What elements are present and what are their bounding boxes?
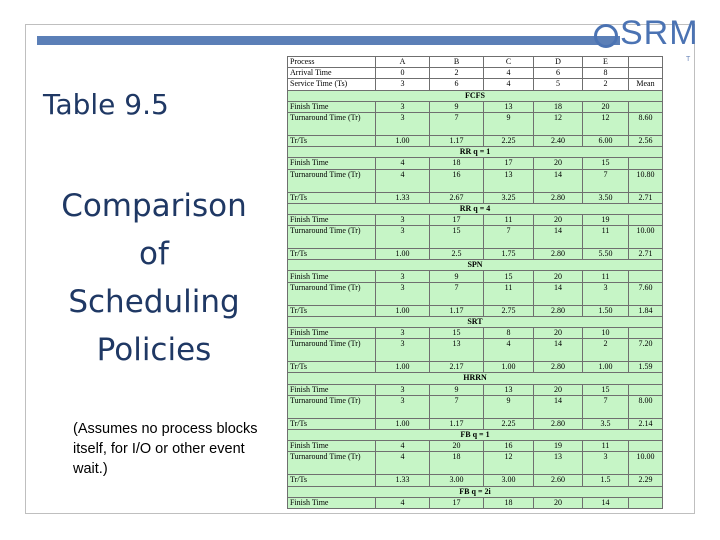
- empty-cell: [629, 214, 663, 225]
- ratio-row: [288, 418, 663, 429]
- mean-cell: 2.14: [629, 418, 663, 429]
- row-label: Tr/Ts: [288, 192, 376, 203]
- table-cell: 3.00: [430, 475, 484, 486]
- section-title: RR q = 4: [288, 203, 663, 214]
- table-cell: 14: [534, 395, 583, 418]
- table-cell: 2.25: [484, 135, 534, 146]
- empty-cell: [629, 271, 663, 282]
- scheduling-comparison-table: [287, 56, 662, 510]
- table-cell: 1.00: [376, 305, 430, 316]
- empty-cell: [629, 328, 663, 339]
- table-cell: 1.00: [583, 362, 629, 373]
- table-cell: 14: [534, 226, 583, 249]
- row-label: Tr/Ts: [288, 249, 376, 260]
- table-cell: 3.50: [583, 192, 629, 203]
- table-cell: 11: [484, 282, 534, 305]
- table-cell: 2.25: [484, 418, 534, 429]
- row-label: Arrival Time: [288, 68, 376, 79]
- table-cell: 7: [484, 226, 534, 249]
- table-cell: 1.50: [583, 305, 629, 316]
- mean-cell: 10.00: [629, 452, 663, 475]
- table-cell: 13: [484, 169, 534, 192]
- ratio-row: [288, 249, 663, 260]
- table-cell: 1.17: [430, 418, 484, 429]
- table-cell: 15: [583, 384, 629, 395]
- slide-title: [40, 182, 268, 374]
- empty-cell: [629, 497, 663, 508]
- table-cell: 1.17: [430, 135, 484, 146]
- table-cell: B: [430, 57, 484, 68]
- table-cell: 9: [430, 101, 484, 112]
- table-cell: D: [534, 57, 583, 68]
- table-cell: 5: [534, 79, 583, 90]
- section-title: FB q = 1: [288, 429, 663, 440]
- table-cell: 20: [430, 441, 484, 452]
- section-title: RR q = 1: [288, 147, 663, 158]
- table-cell: 3: [376, 339, 430, 362]
- mean-cell: 2.29: [629, 475, 663, 486]
- results-table: [287, 56, 663, 509]
- mean-cell: 2.71: [629, 249, 663, 260]
- table-cell: 3.25: [484, 192, 534, 203]
- table-cell: 13: [430, 339, 484, 362]
- table-cell: 20: [534, 328, 583, 339]
- row-label: Turnaround Time (Tr): [288, 112, 376, 135]
- table-cell: 11: [583, 441, 629, 452]
- table-cell: 2.80: [534, 418, 583, 429]
- table-cell: 18: [534, 101, 583, 112]
- table-cell: 13: [484, 101, 534, 112]
- table-cell: 3: [583, 452, 629, 475]
- finish-row: [288, 497, 663, 508]
- row-label: Tr/Ts: [288, 305, 376, 316]
- table-cell: 2: [583, 79, 629, 90]
- row-label: Process: [288, 57, 376, 68]
- table-cell: 6.00: [583, 135, 629, 146]
- table-cell: 2.5: [430, 249, 484, 260]
- table-cell: 3: [376, 271, 430, 282]
- row-label: Tr/Ts: [288, 135, 376, 146]
- section-header-row: [288, 316, 663, 327]
- section-header-row: [288, 486, 663, 497]
- table-cell: 9: [484, 112, 534, 135]
- logo-emblem-icon: [594, 24, 618, 48]
- section-header-row: [288, 373, 663, 384]
- table-cell: 3: [376, 112, 430, 135]
- table-cell: 6: [430, 79, 484, 90]
- table-cell: 2.60: [534, 475, 583, 486]
- title-line: Scheduling: [68, 284, 240, 320]
- table-cell: 3: [376, 395, 430, 418]
- table-cell: 6: [534, 68, 583, 79]
- table-cell: 3.00: [484, 475, 534, 486]
- table-cell: E: [583, 57, 629, 68]
- table-cell: 12: [534, 112, 583, 135]
- table-cell: 17: [484, 158, 534, 169]
- table-cell: 1.00: [376, 418, 430, 429]
- table-cell: 7: [583, 395, 629, 418]
- table-cell: 2: [583, 339, 629, 362]
- table-cell: 4: [484, 339, 534, 362]
- table-cell: 7: [430, 282, 484, 305]
- row-label: Finish Time: [288, 328, 376, 339]
- table-cell: 11: [583, 226, 629, 249]
- section-header-row: [288, 147, 663, 158]
- empty-cell: [629, 384, 663, 395]
- table-cell: 18: [430, 158, 484, 169]
- row-label: Tr/Ts: [288, 418, 376, 429]
- table-cell: 4: [484, 79, 534, 90]
- row-label: Turnaround Time (Tr): [288, 452, 376, 475]
- table-cell: C: [484, 57, 534, 68]
- table-cell: 2.80: [534, 362, 583, 373]
- empty-cell: [629, 57, 663, 68]
- title-line: of: [139, 236, 169, 272]
- logo-text: SRM: [620, 18, 699, 52]
- row-label: Finish Time: [288, 384, 376, 395]
- table-cell: 10: [583, 328, 629, 339]
- turnaround-row: [288, 226, 663, 249]
- mean-header: Mean: [629, 79, 663, 90]
- table-cell: 15: [484, 271, 534, 282]
- table-cell: 7: [430, 395, 484, 418]
- table-cell: 9: [430, 271, 484, 282]
- title-line: Comparison: [61, 188, 247, 224]
- mean-cell: 1.84: [629, 305, 663, 316]
- row-label: Finish Time: [288, 497, 376, 508]
- table-cell: 3: [583, 282, 629, 305]
- table-cell: 2.17: [430, 362, 484, 373]
- empty-cell: [629, 68, 663, 79]
- table-cell: 15: [430, 328, 484, 339]
- table-cell: 19: [534, 441, 583, 452]
- logo-subtext: T: [686, 56, 691, 63]
- table-cell: 16: [484, 441, 534, 452]
- table-cell: 3.5: [583, 418, 629, 429]
- mean-cell: 2.71: [629, 192, 663, 203]
- table-cell: 3: [376, 328, 430, 339]
- mean-cell: 7.60: [629, 282, 663, 305]
- table-cell: 19: [583, 214, 629, 225]
- table-cell: 12: [484, 452, 534, 475]
- turnaround-row: [288, 395, 663, 418]
- section-header-row: [288, 203, 663, 214]
- table-cell: 1.75: [484, 249, 534, 260]
- table-cell: 17: [430, 214, 484, 225]
- table-cell: 1.00: [376, 135, 430, 146]
- turnaround-row: [288, 452, 663, 475]
- table-cell: 14: [534, 169, 583, 192]
- table-cell: 2.40: [534, 135, 583, 146]
- mean-cell: 10.80: [629, 169, 663, 192]
- process-row: [288, 57, 663, 68]
- table-cell: 1.5: [583, 475, 629, 486]
- ratio-row: [288, 362, 663, 373]
- table-cell: 20: [534, 214, 583, 225]
- section-header-row: [288, 429, 663, 440]
- ratio-row: [288, 305, 663, 316]
- table-cell: 20: [534, 497, 583, 508]
- service-row: [288, 79, 663, 90]
- table-cell: 7: [430, 112, 484, 135]
- empty-cell: [629, 441, 663, 452]
- table-cell: 3: [376, 101, 430, 112]
- table-cell: 7: [583, 169, 629, 192]
- section-title: HRRN: [288, 373, 663, 384]
- arrival-row: [288, 68, 663, 79]
- turnaround-row: [288, 339, 663, 362]
- table-cell: 11: [583, 271, 629, 282]
- table-cell: 4: [484, 68, 534, 79]
- mean-cell: 2.56: [629, 135, 663, 146]
- row-label: Tr/Ts: [288, 475, 376, 486]
- row-label: Finish Time: [288, 158, 376, 169]
- table-cell: 17: [430, 497, 484, 508]
- table-cell: 4: [376, 452, 430, 475]
- ratio-row: [288, 135, 663, 146]
- table-cell: 13: [484, 384, 534, 395]
- table-cell: 18: [430, 452, 484, 475]
- table-cell: 1.00: [484, 362, 534, 373]
- row-label: Turnaround Time (Tr): [288, 395, 376, 418]
- row-label: Finish Time: [288, 271, 376, 282]
- row-label: Tr/Ts: [288, 362, 376, 373]
- assumption-note: (Assumes no process blocks itself, for I/O or other event wait.): [73, 421, 258, 477]
- finish-row: [288, 384, 663, 395]
- table-cell: 3: [376, 226, 430, 249]
- title-line: Policies: [96, 332, 212, 368]
- table-cell: 3: [376, 384, 430, 395]
- finish-row: [288, 158, 663, 169]
- row-label: Finish Time: [288, 101, 376, 112]
- turnaround-row: [288, 282, 663, 305]
- table-cell: 2.80: [534, 305, 583, 316]
- row-label: Turnaround Time (Tr): [288, 226, 376, 249]
- table-cell: 4: [376, 169, 430, 192]
- table-cell: 8: [484, 328, 534, 339]
- section-header-row: [288, 90, 663, 101]
- table-cell: 2.80: [534, 192, 583, 203]
- mean-cell: 8.00: [629, 395, 663, 418]
- table-cell: 2.80: [534, 249, 583, 260]
- table-cell: 8: [583, 68, 629, 79]
- table-cell: A: [376, 57, 430, 68]
- table-cell: 11: [484, 214, 534, 225]
- title-accent-bar: [37, 36, 620, 45]
- table-cell: 4: [376, 158, 430, 169]
- ratio-row: [288, 192, 663, 203]
- table-cell: 3: [376, 214, 430, 225]
- table-cell: 4: [376, 441, 430, 452]
- row-label: Turnaround Time (Tr): [288, 169, 376, 192]
- table-cell: 13: [534, 452, 583, 475]
- mean-cell: 10.00: [629, 226, 663, 249]
- table-cell: 2.67: [430, 192, 484, 203]
- section-title: SRT: [288, 316, 663, 327]
- table-cell: 1.33: [376, 192, 430, 203]
- table-cell: 1.00: [376, 362, 430, 373]
- table-cell: 2.75: [484, 305, 534, 316]
- mean-cell: 8.60: [629, 112, 663, 135]
- finish-row: [288, 271, 663, 282]
- table-cell: 1.33: [376, 475, 430, 486]
- table-cell: 5.50: [583, 249, 629, 260]
- table-number: Table 9.5: [43, 88, 169, 121]
- table-cell: 14: [534, 339, 583, 362]
- row-label: Turnaround Time (Tr): [288, 339, 376, 362]
- table-cell: 20: [534, 271, 583, 282]
- empty-cell: [629, 158, 663, 169]
- table-cell: 2: [430, 68, 484, 79]
- finish-row: [288, 328, 663, 339]
- table-cell: 1.17: [430, 305, 484, 316]
- ratio-row: [288, 475, 663, 486]
- section-title: FB q = 2i: [288, 486, 663, 497]
- table-cell: 18: [484, 497, 534, 508]
- table-cell: 14: [583, 497, 629, 508]
- mean-cell: 7.20: [629, 339, 663, 362]
- table-cell: 1.00: [376, 249, 430, 260]
- table-cell: 12: [583, 112, 629, 135]
- mean-cell: 1.59: [629, 362, 663, 373]
- table-cell: 9: [484, 395, 534, 418]
- finish-row: [288, 441, 663, 452]
- turnaround-row: [288, 112, 663, 135]
- empty-cell: [629, 101, 663, 112]
- row-label: Service Time (Ts): [288, 79, 376, 90]
- table-cell: 15: [583, 158, 629, 169]
- finish-row: [288, 214, 663, 225]
- table-cell: 4: [376, 497, 430, 508]
- table-cell: 15: [430, 226, 484, 249]
- row-label: Turnaround Time (Tr): [288, 282, 376, 305]
- table-cell: 16: [430, 169, 484, 192]
- table-cell: 3: [376, 282, 430, 305]
- table-cell: 20: [534, 158, 583, 169]
- turnaround-row: [288, 169, 663, 192]
- section-title: SPN: [288, 260, 663, 271]
- finish-row: [288, 101, 663, 112]
- table-cell: 14: [534, 282, 583, 305]
- table-cell: 0: [376, 68, 430, 79]
- table-cell: 9: [430, 384, 484, 395]
- section-title: FCFS: [288, 90, 663, 101]
- table-cell: 20: [534, 384, 583, 395]
- row-label: Finish Time: [288, 214, 376, 225]
- section-header-row: [288, 260, 663, 271]
- table-cell: 20: [583, 101, 629, 112]
- table-cell: 3: [376, 79, 430, 90]
- row-label: Finish Time: [288, 441, 376, 452]
